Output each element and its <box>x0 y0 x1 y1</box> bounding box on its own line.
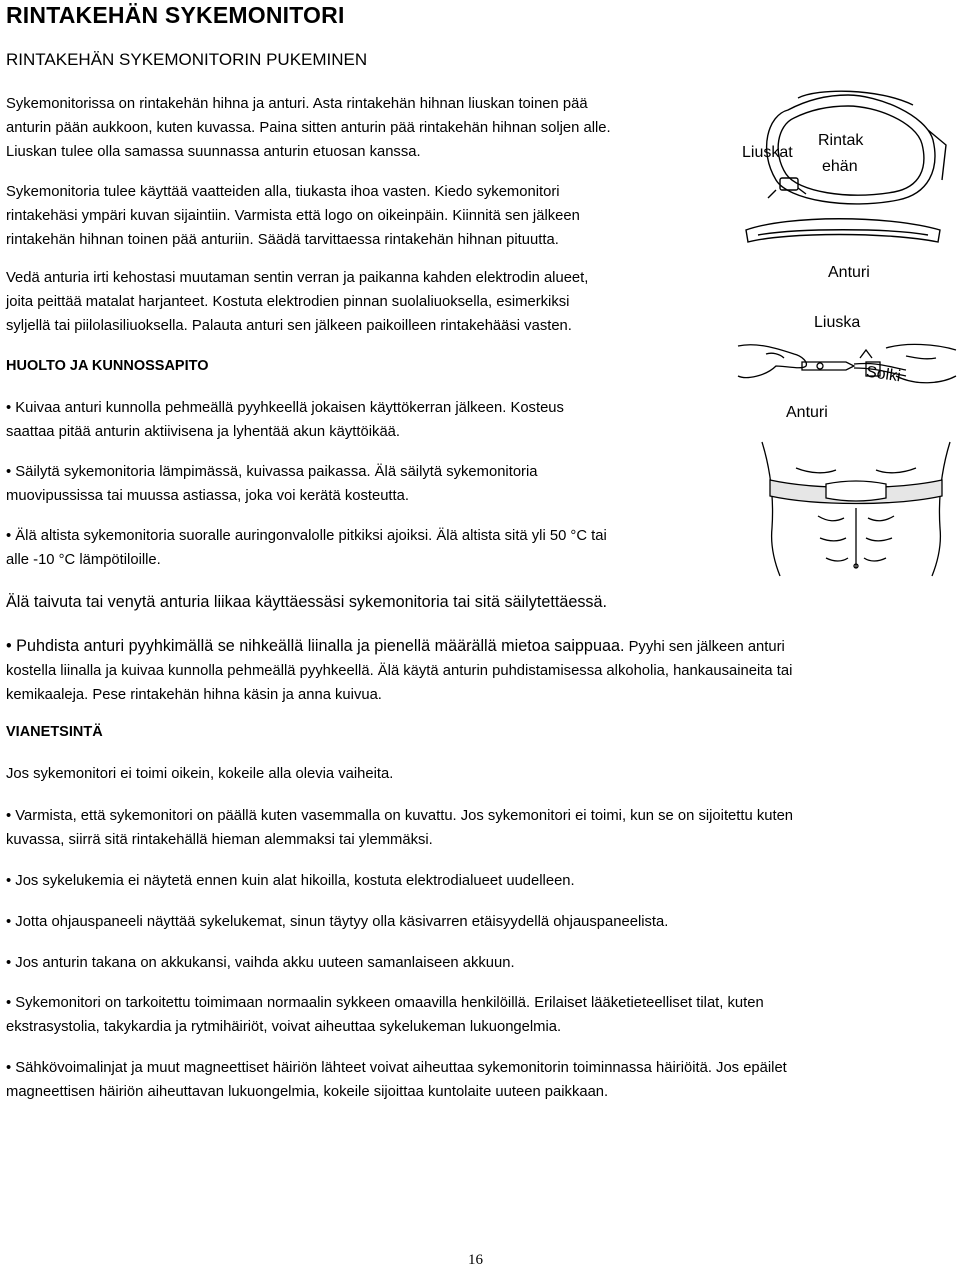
text-line: • Sähkövoimalinjat ja muut magneettiset häiriön lähteet voivat aiheuttaa sykemonitorin toiminnassa häiriöitä. Jos epäilet <box>6 1060 787 1076</box>
label-anturi-top: Anturi <box>828 264 870 281</box>
maintenance-item <box>6 524 726 572</box>
paragraph-wearing <box>6 180 726 252</box>
warning-text: Älä taivuta tai venytä anturia liikaa käyttäessäsi sykemonitoria tai sitä säilytettäessä. <box>6 593 608 611</box>
text-line <box>6 634 956 659</box>
text-line: muovipussissa tai muussa astiassa, joka voi kerätä kosteutta. <box>6 488 409 504</box>
text-line: Vedä anturia irti kehostasi muutaman sentin verran ja paikanna kahden elektrodin alueet, <box>6 270 589 286</box>
troubleshooting-item <box>6 804 956 852</box>
maintenance-item <box>6 396 726 444</box>
text-line: syljellä tai piilolasiliuoksella. Palauta anturi sen jälkeen paikoilleen rintakehääsi vasten. <box>6 318 572 334</box>
label-rintakehan-1: Rintak <box>818 132 864 149</box>
clean-line-main: • Puhdista anturi pyyhkimällä se nihkeällä liinalla ja pienellä määrällä mietoa saippuaa. <box>6 637 625 655</box>
attach-sensor-illustration <box>736 336 958 400</box>
text-line: • Varmista, että sykemonitori on päällä kuten vasemmalla on kuvattu. Jos sykemonitori ei toimi, kun se on sijoitettu kuten <box>6 808 794 824</box>
text-line: • Säilytä sykemonitoria lämpimässä, kuivassa paikassa. Älä säilytä sykemonitoria <box>6 464 538 480</box>
text-line: • Jotta ohjauspaneeli näyttää sykelukemat, sinun täytyy olla käsivarren etäisyydellä ohjauspaneelista. <box>6 914 669 930</box>
section-title-wearing: RINTAKEHÄN SYKEMONITORIN PUKEMINEN <box>6 50 368 69</box>
troubleshooting-item <box>6 910 956 934</box>
text-line: • Jos sykelukemia ei näytetä ennen kuin alat hikoilla, kostuta elektrodialueet uudelleen. <box>6 873 575 889</box>
text-line: magneettisen häiriön aiheuttavan lukuongelmia, kokeile sijoittaa kuntolaite uuteen paikkaan. <box>6 1084 609 1100</box>
text-line: rintakehäsi ympäri kuvan sijaintiin. Varmista että logo on oikeinpäin. Kiinnitä sen jälkeen <box>6 208 580 224</box>
troubleshooting-intro: Jos sykemonitori ei toimi oikein, kokeile alla olevia vaiheita. <box>6 766 394 782</box>
text-line: kostella liinalla ja kuivaa kunnolla pehmeällä pyyhkeellä. Älä käytä anturin puhdistamisessa alkoholia, hankausaineita tai <box>6 663 793 679</box>
label-liuska: Liuska <box>814 314 861 331</box>
text-line: kemikaaleja. Pese rintakehän hihna käsin ja anna kuivua. <box>6 687 382 703</box>
troubleshooting-item <box>6 991 956 1039</box>
text-line: • Älä altista sykemonitoria suoralle auringonvalolle pitkiksi ajoiksi. Älä altista sitä yli 50 °C tai <box>6 528 607 544</box>
label-solki: Solki <box>865 363 902 386</box>
maintenance-item <box>6 460 726 508</box>
label-liuskat: Liuskat <box>742 144 793 161</box>
text-line: Sykemonitorissa on rintakehän hihna ja anturi. Asta rintakehän hihnan liuskan toinen pää <box>6 96 588 112</box>
text-line: alle -10 °C lämpötiloille. <box>6 552 161 568</box>
paragraph-electrodes <box>6 266 726 338</box>
text-line: Sykemonitoria tulee käyttää vaatteiden alla, tiukasta ihoa vasten. Kiedo sykemonitori <box>6 184 560 200</box>
text-line: rintakehän hihnan toinen pää anturiin. Säädä tarvittaessa rintakehän hihnan pituutta. <box>6 232 559 248</box>
troubleshooting-item <box>6 1056 956 1104</box>
text-line: Liuskan tulee olla samassa suunnassa anturin etuosan kanssa. <box>6 144 421 160</box>
label-anturi-bottom: Anturi <box>786 404 828 421</box>
torso-with-strap-illustration <box>756 438 956 578</box>
text-line: • Sykemonitori on tarkoitettu toimimaan normaalin sykkeen omaavilla henkilöillä. Erilaiset lääketieteelliset tilat, kuten <box>6 995 764 1011</box>
paragraph-intro <box>6 92 726 164</box>
cleaning-item <box>6 634 956 707</box>
text-line: saattaa pitää anturin aktiivisena ja lyhentää akun käyttöikää. <box>6 424 401 440</box>
text-line: anturin pään aukkoon, kuten kuvassa. Paina sitten anturin pää rintakehän hihnan soljen alle. <box>6 120 611 136</box>
page-number: 16 <box>468 1252 483 1268</box>
text-line: • Kuivaa anturi kunnolla pehmeällä pyyhkeellä jokaisen käyttökerran jälkeen. Kosteus <box>6 400 564 416</box>
section-heading-maintenance: HUOLTO JA KUNNOSSAPITO <box>6 358 209 374</box>
troubleshooting-item <box>6 869 956 893</box>
clean-line-tail: Pyyhi sen jälkeen anturi <box>624 639 785 655</box>
text-line: joita peittää matalat harjanteet. Kostuta elektrodien pinnan suolaliuoksella, esimerkiksi <box>6 294 570 310</box>
page-title: RINTAKEHÄN SYKEMONITORI <box>6 2 345 28</box>
text-line: ekstrasystolia, takykardia ja rytmihäiriöt, voivat aiheuttaa sykelukeman lukuongelmia. <box>6 1019 562 1035</box>
label-rintakehan-2: ehän <box>822 158 858 175</box>
text-line: kuvassa, siirrä sitä rintakehällä hieman alemmaksi tai ylemmäksi. <box>6 832 433 848</box>
section-heading-troubleshooting: VIANETSINTÄ <box>6 724 103 740</box>
text-line: • Jos anturin takana on akkukansi, vaihda akku uuteen samanlaiseen akkuun. <box>6 955 515 971</box>
troubleshooting-item <box>6 951 956 975</box>
